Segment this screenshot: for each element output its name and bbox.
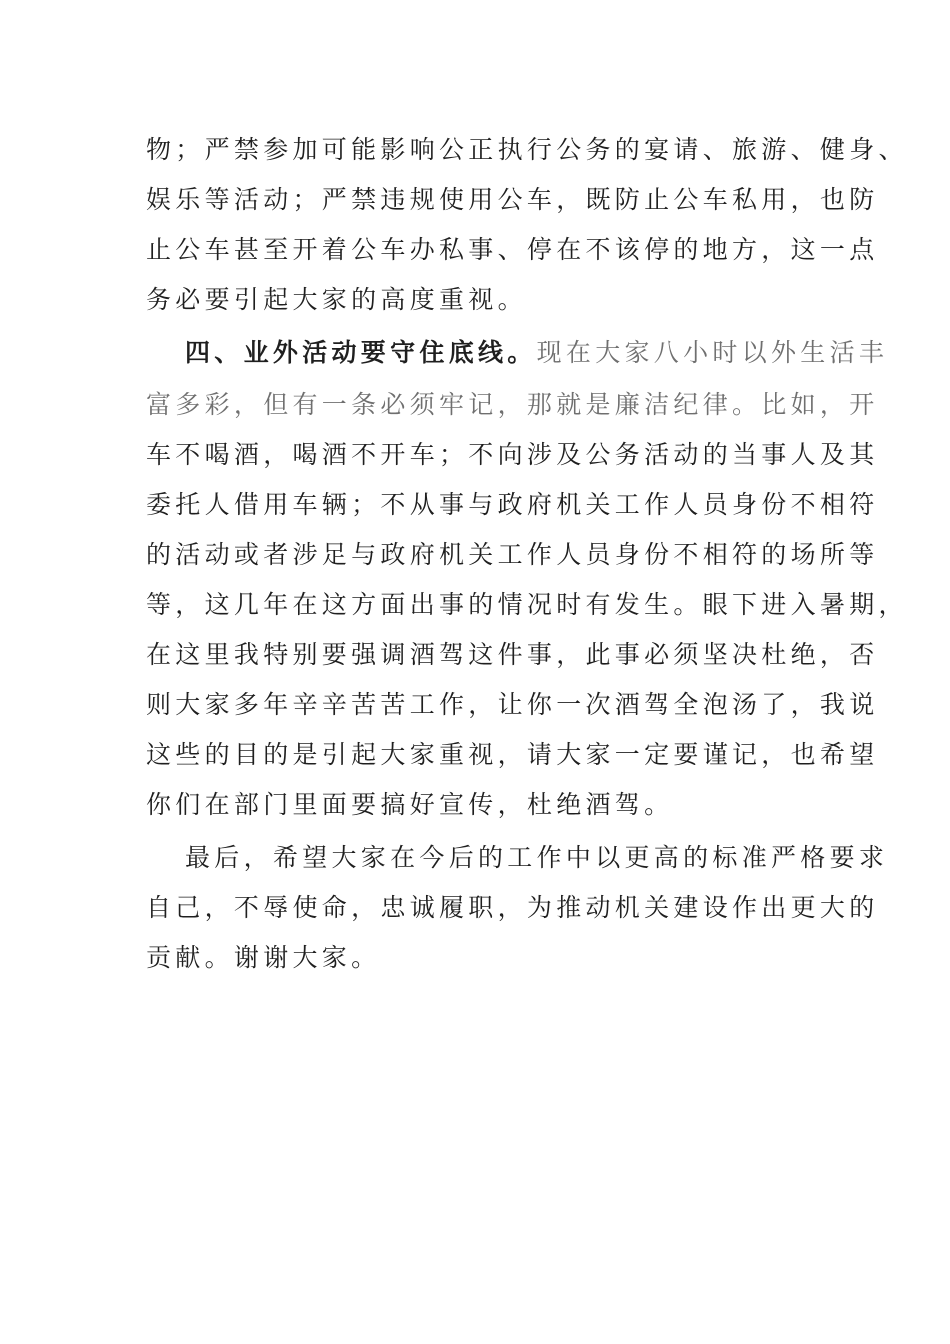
section-heading-line xyxy=(185,338,888,368)
paragraph-line: 则大家多年辛辛苦苦工作，让你一次酒驾全泡汤了，我说 xyxy=(146,690,879,719)
section-heading: 四、业外活动要守住底线。 xyxy=(185,338,537,367)
paragraph-line: 等，这几年在这方面出事的情况时有发生。眼下进入暑期， xyxy=(146,590,908,619)
paragraph-line: 贡献。谢谢大家。 xyxy=(146,943,381,972)
section-lead-text: 现在大家八小时以外生活丰 xyxy=(536,338,889,367)
closing-paragraph-line: 最后，希望大家在今后的工作中以更高的标准严格要求 xyxy=(185,843,889,872)
paragraph-line: 自己，不辱使命，忠诚履职，为推动机关建设作出更大的 xyxy=(146,893,879,922)
paragraph-line: 车不喝酒，喝酒不开车；不向涉及公务活动的当事人及其 xyxy=(146,440,879,469)
paragraph-line: 委托人借用车辆；不从事与政府机关工作人员身份不相符 xyxy=(146,490,879,519)
paragraph-line: 这些的目的是引起大家重视，请大家一定要谨记，也希望 xyxy=(146,740,879,769)
paragraph-line: 务必要引起大家的高度重视。 xyxy=(146,285,527,314)
paragraph-line: 富多彩，但有一条必须牢记，那就是廉洁纪律。比如，开 xyxy=(146,390,879,419)
paragraph-line: 娱乐等活动；严禁违规使用公车，既防止公车私用，也防 xyxy=(146,185,879,214)
paragraph-line: 物；严禁参加可能影响公正执行公务的宴请、旅游、健身、 xyxy=(146,135,908,164)
paragraph-line: 的活动或者涉足与政府机关工作人员身份不相符的场所等 xyxy=(146,540,879,569)
paragraph-line: 你们在部门里面要搞好宣传，杜绝酒驾。 xyxy=(146,790,674,819)
paragraph-line: 止公车甚至开着公车办私事、停在不该停的地方，这一点 xyxy=(146,235,879,264)
paragraph-line: 在这里我特别要强调酒驾这件事，此事必须坚决杜绝，否 xyxy=(146,640,879,669)
